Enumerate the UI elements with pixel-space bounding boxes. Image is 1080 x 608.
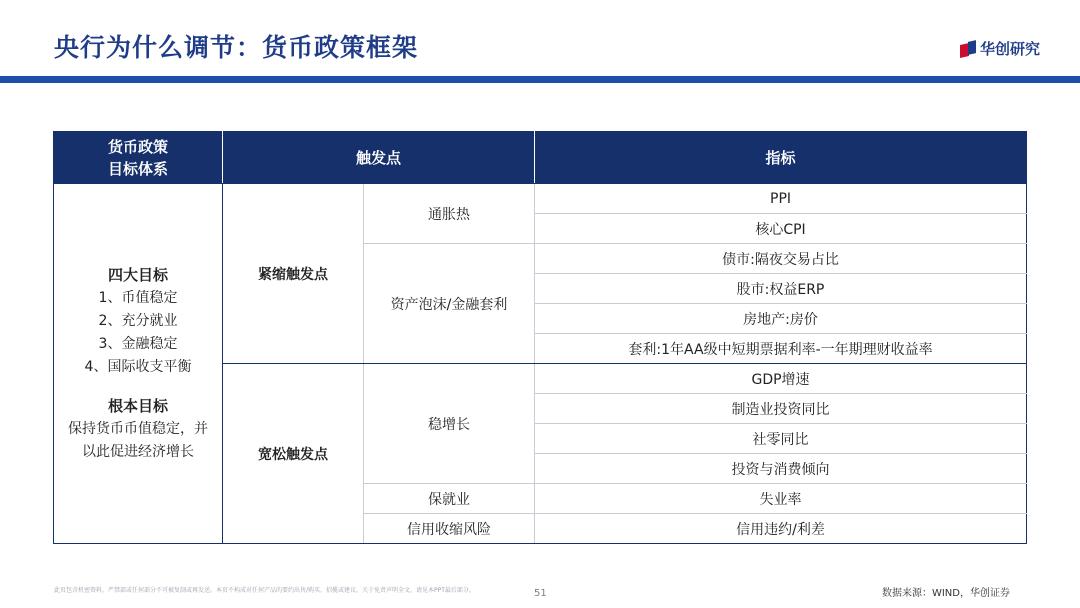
trigger-group: 保就业	[364, 484, 535, 514]
indicator-cell: 制造业投资同比	[535, 394, 1027, 424]
header-target-line-2: 目标体系	[107, 159, 168, 178]
indicator-cell: GDP增速	[535, 364, 1027, 394]
page-number: 51	[534, 588, 547, 599]
header-trigger: 触发点	[223, 132, 535, 184]
trigger-group: 稳增长	[364, 364, 535, 484]
header-target-system	[54, 132, 223, 184]
header-target-line-1: 货币政策	[107, 137, 168, 156]
logo-mark-icon	[960, 41, 976, 57]
disclaimer-text: 此页包含机密资料，严禁部或任何部分不可被复制或再发送。本页不构成对任何产品的要约出售/购买、招揽或建议。关于免责声明全文，请见本PPT最后部分。	[54, 587, 475, 594]
data-source: 数据来源：WIND，华创证券	[881, 588, 1010, 599]
trigger-group: 资产泡沫/金融套利	[364, 244, 535, 364]
root-goal-line: 以此促进经济增长	[82, 443, 194, 460]
indicator-cell: 社零同比	[535, 424, 1027, 454]
goal-item: 4、国际收支平衡	[84, 358, 192, 375]
root-goal-line: 保持货币币值稳定，并	[68, 420, 208, 437]
policy-framework-table	[53, 131, 1027, 544]
indicator-cell: 债市:隔夜交易占比	[535, 244, 1027, 274]
indicator-cell: 套利:1年AA级中短期票据利率-一年期理财收益率	[535, 334, 1027, 364]
indicator-cell: 投资与消费倾向	[535, 454, 1027, 484]
main-goal-heading: 四大目标	[107, 265, 168, 284]
table-header-row	[54, 132, 1027, 184]
target-cell	[54, 184, 223, 544]
goal-item: 1、币值稳定	[98, 289, 178, 306]
page-title: 央行为什么调节：货币政策框架	[54, 33, 419, 62]
indicator-cell: 股市:权益ERP	[535, 274, 1027, 304]
table-row	[54, 184, 1027, 214]
goal-item: 2、充分就业	[98, 312, 178, 329]
loose-trigger-label: 宽松触发点	[223, 364, 364, 544]
indicator-cell: 房地产:房价	[535, 304, 1027, 334]
header-rule	[0, 76, 1080, 83]
brand-logo	[960, 38, 1040, 59]
header-indicator: 指标	[535, 132, 1027, 184]
logo-text: 华创研究	[979, 40, 1040, 58]
indicator-cell: 核心CPI	[535, 214, 1027, 244]
root-goal-heading: 根本目标	[107, 396, 168, 415]
indicator-cell: PPI	[535, 184, 1027, 214]
trigger-group: 信用收缩风险	[364, 514, 535, 544]
indicator-cell: 信用违约/利差	[535, 514, 1027, 544]
indicator-cell: 失业率	[535, 484, 1027, 514]
tight-trigger-label: 紧缩触发点	[223, 184, 364, 364]
goal-item: 3、金融稳定	[98, 335, 178, 352]
trigger-group: 通胀热	[364, 184, 535, 244]
